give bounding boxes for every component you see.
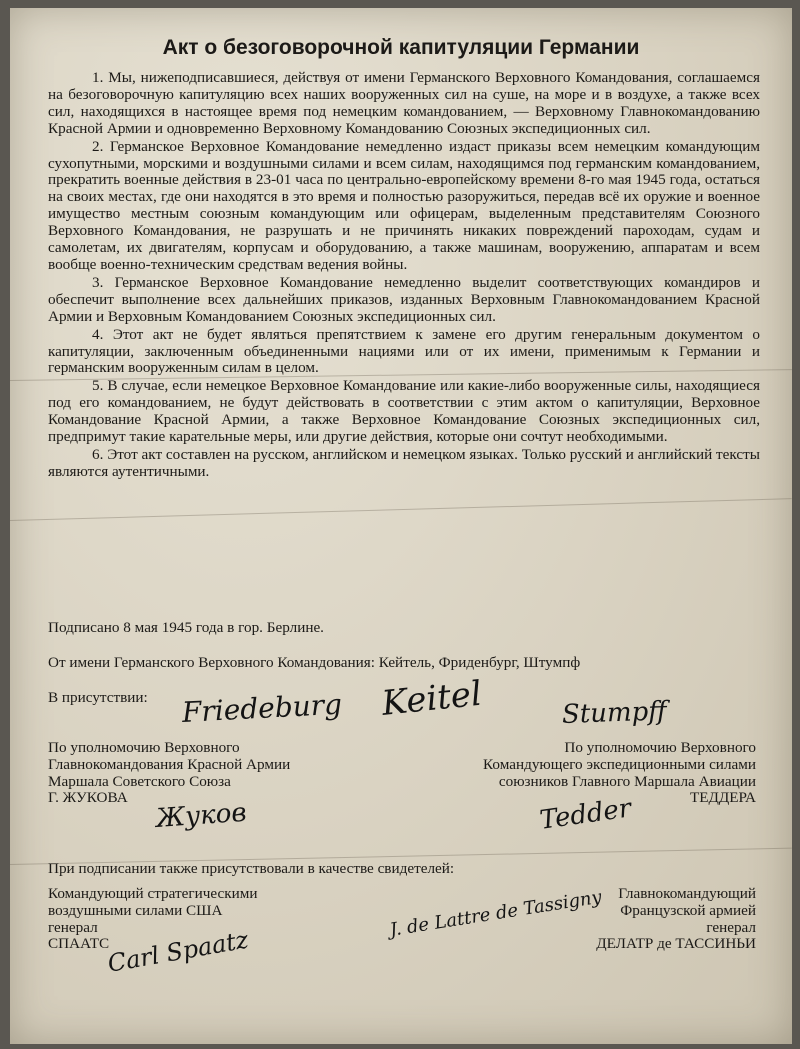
signature-keitel: Keitel [379,673,484,724]
right-witness-line: ДЕЛАТР де ТАССИНЬИ [596,935,756,953]
left-witness-line: воздушными силами США [48,901,223,919]
presence-label: В присутствии: [48,689,148,706]
left-witness-line: Командующий стратегическими [48,885,258,902]
paragraph-2: 2. Германское Верховное Командование немедленно издаст приказы всем немецким командующим сухопутными, морскими и воздушными силами и всем силам, находящимся под германским командованием, прекратить военные действия в 23-01 часа по центрально-европейскому времени 8-го мая 1945 года, остаться на своих местах, где они находятся в это время и полностью разоружиться, передав всё их оружие и военное имущество местным союзным командующим или офицерам, выделенным представителям Союзного Верховного Командования, не разрушать и не причинять никаких повреждений пароходам, судам и самолетам, их двигателям, корпусам и оборудованию, а также машинам, вооружению, аппаратам и всем вообще военно-техническим средствам ведения войны. [48,137,760,273]
paper-crease [10,498,792,521]
signature-friedeburg: Friedeburg [181,687,343,729]
signed-date-line: Подписано 8 мая 1945 года в гор. Берлине. [48,619,324,636]
right-authority-line: ТЕДДЕРА [689,789,756,807]
right-authority-block [380,740,756,807]
right-authority-line: Командующего экспедиционными силами [483,755,756,773]
paragraph-6: 6. Этот акт составлен на русском, английском и немецком языках. Только русский и английский тексты являются аутентичными. [48,445,760,480]
signature-stumpff: Stumpff [561,696,668,730]
german-signatories-line: От имени Германского Верховного Командования: Кейтель, Фриденбург, Штумпф [48,654,581,671]
signature-spaatz: Carl Spaatz [105,925,251,978]
signature-tedder: Tedder [537,793,634,836]
right-authority-line: союзников Главного Маршала Авиации [498,772,756,790]
document-page [10,8,792,1044]
left-witness-line: СПААТС [48,935,110,953]
right-witness-line: Французской армией [620,901,756,919]
paragraph-5: 5. В случае, если немецкое Верховное Командование или какие-либо вооруженные силы, находящиеся под его командованием, не будут действовать в соответствии с этим актом о капитуляции, Верховное Командование Красной Армии, а также Верховное Командование Союзных экспедиционных сил, предпримут такие карательные меры, или другие действия, которые они сочтут необходимыми. [48,377,760,446]
left-witness-line: генерал [48,918,98,936]
left-authority-block [48,740,408,807]
document-body [48,70,760,482]
left-authority-line: Главнокомандования Красной Армии [48,755,291,773]
witnesses-line: При подписании также присутствовали в качестве свидетелей: [48,860,455,877]
signature-delattre: J. de Lattre de Tassigny [388,886,604,941]
paragraph-4: 4. Этот акт не будет являться препятствием к замене его другим генеральным документом о капитуляции, заключенным объединенными нациями или от их имени, применимым к Германии и германским вооруженным силам в целом. [48,325,760,377]
left-authority-line: Маршала Советского Союза [48,772,231,790]
right-authority-line: По уполномочию Верховного [564,739,756,756]
paragraph-3: 3. Германское Верховное Командование немедленно выделит соответствующих командиров и обеспечит выполнение всех дальнейших приказов, изданных Верховным Главнокомандованием Красной Армии и Верховным Командованием Союзных экспедиционных сил. [48,273,760,325]
document-title: Акт о безоговорочной капитуляции Германии [162,36,640,59]
right-witness-line: Главнокомандующий [618,885,756,902]
left-authority-line: Г. ЖУКОВА [48,789,128,807]
left-authority-line: По уполномочию Верховного [48,739,240,756]
right-witness-line: генерал [706,918,756,936]
signature-zhukov: Жуков [154,797,248,834]
paragraph-1: 1. Мы, нижеподписавшиеся, действуя от имени Германского Верховного Командования, соглашаемся на безоговорочную капитуляцию всех наших вооруженных сил на суше, на море и в воздухе, а также всех сил, находящихся в настоящее время под немецким командованием, — Верховному Главнокомандованию Красной Армии и одновременно Верховному Командованию Союзных экспедиционных сил. [48,69,760,137]
